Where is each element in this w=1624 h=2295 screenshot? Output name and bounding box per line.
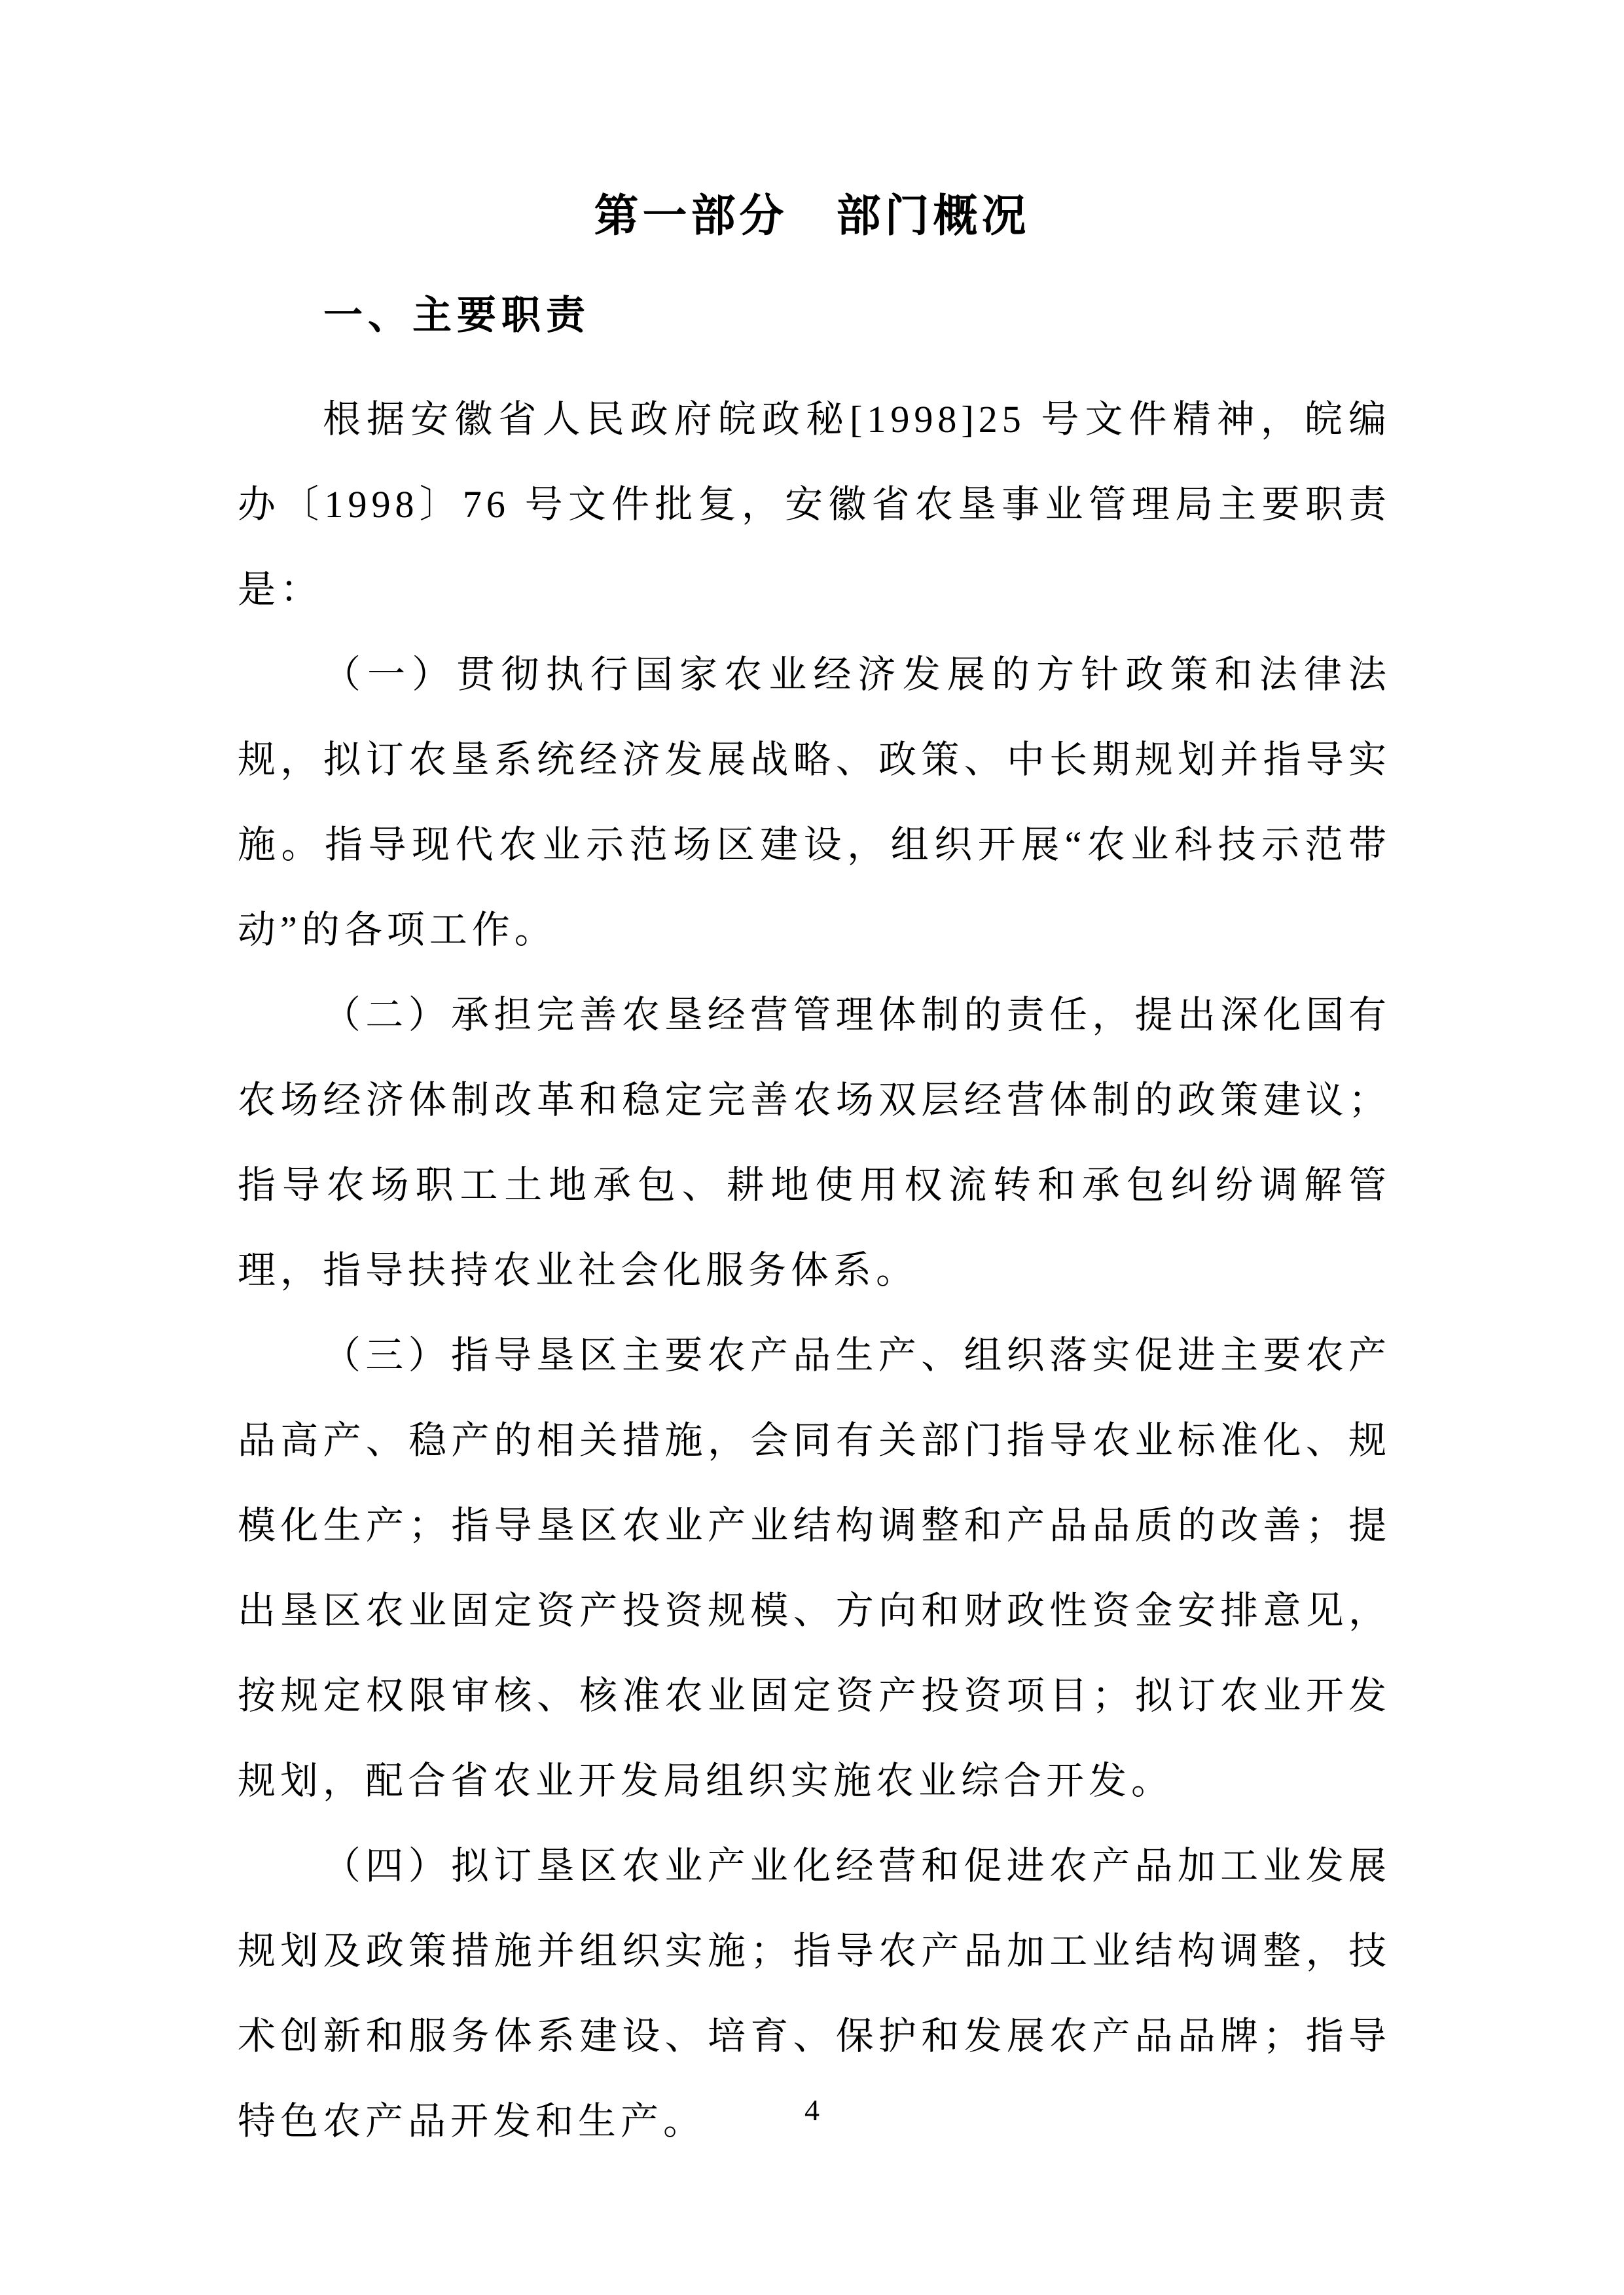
paragraph-duty-2: （二）承担完善农垦经营管理体制的责任，提出深化国有农场经济体制改革和稳定完善农场双层经营体制的政策建议；指导农场职工土地承包、耕地使用权流转和承包纠纷调解管理，指导扶持农业社会化服务体系。 <box>238 994 1391 1292</box>
section-heading: 一、主要职责 <box>323 293 590 337</box>
paragraph-duty-4: （四）拟订垦区农业产业化经营和促进农产品加工业发展规划及政策措施并组织实施；指导农产品加工业结构调整，技术创新和服务体系建设、培育、保护和发展农产品品牌；指导特色农产品开发和生产。 <box>238 1845 1391 2142</box>
paragraph-duty-3: （三）指导垦区主要农产品生产、组织落实促进主要农产品高产、稳产的相关措施，会同有关部门指导农业标准化、规模化生产；指导垦区农业产业结构调整和产品品质的改善；提出垦区农业固定资产投资规模、方向和财政性资金安排意见，按规定权限审核、核准农业固定资产投资项目；拟订农业开发规划，配合省农业开发局组织实施农业综合开发。 <box>238 1334 1391 1802</box>
page-number: 4 <box>804 2093 820 2127</box>
paragraph-intro: 根据安徽省人民政府皖政秘[1998]25 号文件精神，皖编办〔1998〕76 号文件批复，安徽省农垦事业管理局主要职责是： <box>238 398 1391 611</box>
document-body <box>238 377 1391 2164</box>
document-part-title: 第一部分 部门概况 <box>594 191 1030 241</box>
paragraph-duty-1: （一）贯彻执行国家农业经济发展的方针政策和法律法规，拟订农垦系统经济发展战略、政策、中长期规划并指导实施。指导现代农业示范场区建设，组织开展“农业科技示范带动”的各项工作。 <box>238 653 1391 951</box>
